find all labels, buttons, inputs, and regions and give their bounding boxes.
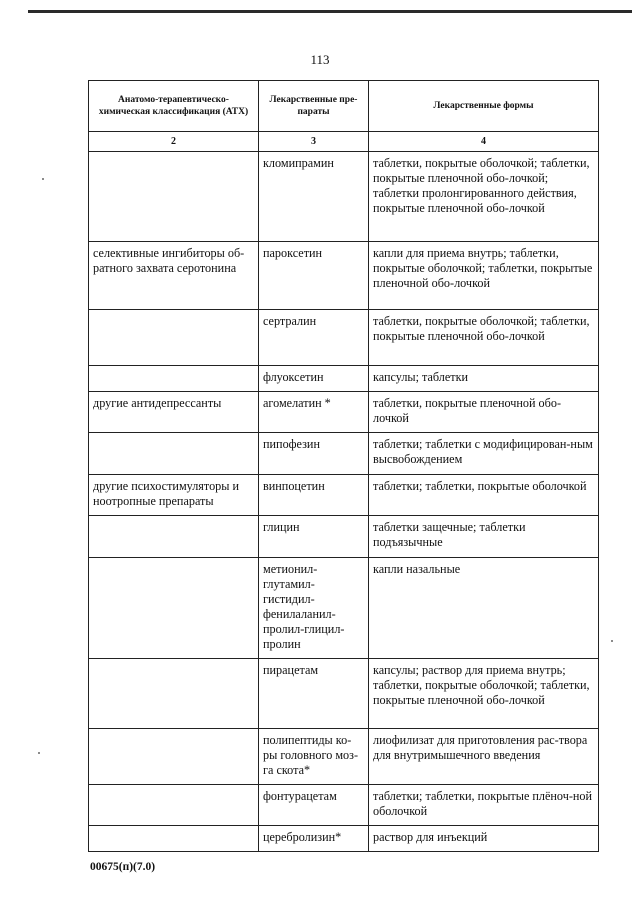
atx-cell: [89, 310, 259, 366]
table-row: [89, 729, 599, 785]
table-row: [89, 475, 599, 516]
atx-cell: [89, 826, 259, 852]
drug-cell: метионил-глутамил-гистидил-фенилаланил-пролил-глицил-пролин: [259, 558, 369, 659]
table-row: [89, 152, 599, 242]
forms-cell: таблетки, покрытые оболочкой; таблетки, покрытые пленочной обо-лочкой: [369, 310, 599, 366]
forms-cell: таблетки; таблетки, покрытые оболочкой: [369, 475, 599, 516]
table-header-row: [89, 81, 599, 132]
table-row: [89, 659, 599, 729]
column-number: 3: [259, 132, 369, 152]
document-code: 00675(п)(7.0): [90, 861, 156, 873]
scan-speck: [611, 640, 613, 642]
table-row: [89, 826, 599, 852]
drug-cell: церебролизин*: [259, 826, 369, 852]
forms-cell: капсулы; таблетки: [369, 366, 599, 392]
drug-cell: пирацетам: [259, 659, 369, 729]
atx-cell: [89, 433, 259, 475]
table-row: [89, 242, 599, 310]
forms-cell: капсулы; раствор для приема внутрь; таблетки, покрытые оболочкой; таблетки, покрытые пленочной обо-лочкой: [369, 659, 599, 729]
column-number: 4: [369, 132, 599, 152]
table-row: [89, 785, 599, 826]
forms-cell: лиофилизат для приготовления рас-твора для внутримышечного введения: [369, 729, 599, 785]
drug-cell: фонтурацетам: [259, 785, 369, 826]
atx-cell: [89, 659, 259, 729]
table-row: [89, 366, 599, 392]
header-drugs: Лекарственные пре-параты: [259, 81, 369, 132]
column-number: 2: [89, 132, 259, 152]
forms-cell: таблетки; таблетки с модифицирован-ным высвобождением: [369, 433, 599, 475]
atx-cell: другие психостимуляторы и ноотропные препараты: [89, 475, 259, 516]
forms-cell: таблетки защечные; таблетки подъязычные: [369, 516, 599, 558]
table-row: [89, 516, 599, 558]
drug-cell: сертралин: [259, 310, 369, 366]
drug-cell: полипептиды ко-ры головного моз-га скота*: [259, 729, 369, 785]
scan-speck: [38, 752, 40, 754]
atx-cell: [89, 366, 259, 392]
forms-cell: таблетки, покрытые оболочкой; таблетки, покрытые пленочной обо-лочкой; таблетки пролонгированного действия, покрытые пленочной обо-лочкой: [369, 152, 599, 242]
drug-cell: глицин: [259, 516, 369, 558]
atx-cell: [89, 516, 259, 558]
table-row: [89, 433, 599, 475]
table-row: [89, 392, 599, 433]
drug-cell: агомелатин *: [259, 392, 369, 433]
atx-cell: [89, 785, 259, 826]
atx-cell: [89, 729, 259, 785]
drug-cell: флуоксетин: [259, 366, 369, 392]
scan-speck: [42, 178, 44, 180]
forms-cell: раствор для инъекций: [369, 826, 599, 852]
table-row: [89, 558, 599, 659]
header-atx: Анатомо-терапевтическо-химическая классификация (АТХ): [89, 81, 259, 132]
forms-cell: таблетки; таблетки, покрытые плёноч-ной оболочкой: [369, 785, 599, 826]
page-number: 113: [310, 52, 330, 67]
drug-cell: пипофезин: [259, 433, 369, 475]
forms-cell: капли для приема внутрь; таблетки, покрытые оболочкой; таблетки, покрытые пленочной обо-лочкой: [369, 242, 599, 310]
atx-cell: другие антидепрессанты: [89, 392, 259, 433]
header-forms: Лекарственные формы: [369, 81, 599, 132]
column-number-row: [89, 132, 599, 152]
table-row: [89, 310, 599, 366]
forms-cell: таблетки, покрытые пленочной обо-лочкой: [369, 392, 599, 433]
drug-cell: кломипрамин: [259, 152, 369, 242]
top-border-line: [28, 10, 632, 13]
drug-cell: пароксетин: [259, 242, 369, 310]
atx-cell: [89, 152, 259, 242]
atx-cell: селективные ингибиторы об-ратного захвата серотонина: [89, 242, 259, 310]
forms-cell: капли назальные: [369, 558, 599, 659]
drug-cell: винпоцетин: [259, 475, 369, 516]
atx-cell: [89, 558, 259, 659]
atx-drug-table: [88, 80, 599, 852]
